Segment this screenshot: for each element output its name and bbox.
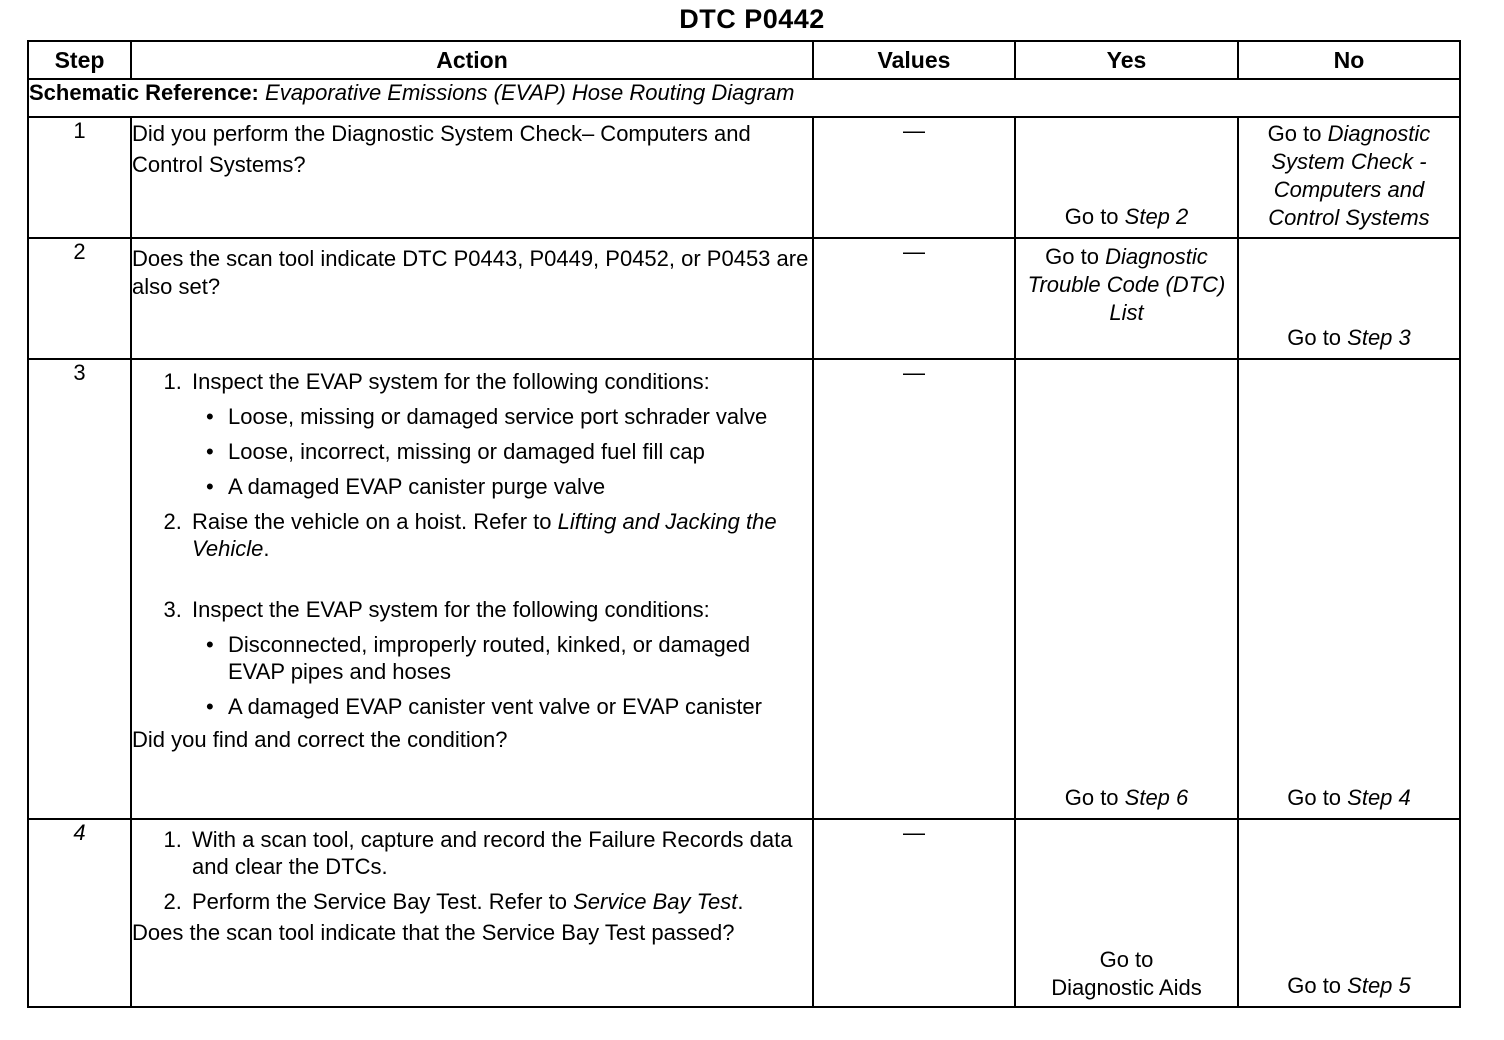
yes-cell [1015,359,1238,819]
question-text: Did you find and correct the condition? [132,727,508,752]
no-cell [1238,359,1460,819]
yes-cell [1015,117,1238,238]
values-cell: — [813,819,1015,1007]
action-text: Does the scan tool indicate DTC P0443, P0449, P0452, or P0453 are also set? [131,238,813,359]
action-cell [131,819,813,1007]
condition-list [192,631,812,720]
yes-link[interactable]: Step 2 [1124,204,1189,229]
schematic-reference [28,79,1460,117]
yes-cell [1015,819,1238,1007]
values-cell: — [813,117,1015,238]
lifting-link[interactable]: Lifting and Jacking the Vehicle [192,509,777,561]
no-prefix: Go to [1287,973,1348,998]
procedure-list [132,826,812,915]
yes-prefix: Go to [1064,785,1125,810]
list-item: 1. With a scan tool, capture and record the Failure Records data and clear the DTCs. [188,826,812,880]
no-link[interactable]: Diagnostic System Check - Computers and Control Systems [1268,121,1431,230]
step-number: 2 [28,238,131,359]
condition-list [192,403,812,500]
list-item: 2. Perform the Service Bay Test. Refer to Service Bay Test. [188,888,812,915]
service-bay-test-link[interactable]: Service Bay Test [573,889,738,914]
no-link[interactable]: Step 5 [1347,973,1411,998]
action-cell [131,359,813,819]
dtc-table [27,40,1461,1008]
no-prefix: Go to [1287,785,1348,810]
list-item: 1. Inspect the EVAP system for the following conditions: • Loose, missing or damaged service port schrader valve • Loose, incorrect, missing or damaged fuel fill cap • A damaged EVAP canister purge valve [188,368,812,500]
step-number: 3 [28,359,131,819]
yes-link[interactable]: Go to Diagnostic Aids [1051,947,1202,1000]
schematic-reference-row [28,79,1460,117]
header-action: Action [131,41,813,79]
no-cell [1238,117,1460,238]
step-number: 4 [28,819,131,1007]
yes-cell [1015,238,1238,359]
table-row-step-2 [28,238,1460,359]
list-item: • Loose, incorrect, missing or damaged fuel fill cap [216,438,812,465]
no-prefix: Go to [1267,121,1328,146]
no-cell [1238,819,1460,1007]
list-item: • A damaged EVAP canister vent valve or EVAP canister [216,693,812,720]
procedure-list [132,368,812,720]
list-item: 3. Inspect the EVAP system for the following conditions: • Disconnected, improperly routed, kinked, or damaged EVAP pipes and hoses • A damaged EVAP canister vent valve or EVAP canister [188,596,812,720]
no-cell [1238,238,1460,359]
yes-link[interactable]: Diagnostic Trouble Code (DTC) List [1027,244,1226,325]
schematic-reference-link[interactable]: Evaporative Emissions (EVAP) Hose Routing Diagram [265,80,795,105]
header-values: Values [813,41,1015,79]
page-title: DTC P0442 [679,4,825,34]
values-cell: — [813,359,1015,819]
table-row-step-3 [28,359,1460,819]
list-item: • Disconnected, improperly routed, kinked, or damaged EVAP pipes and hoses [216,631,812,685]
action-text: Did you perform the Diagnostic System Check– Computers and Control Systems? [131,117,813,238]
header-row [28,41,1460,79]
table-row-step-1 [28,117,1460,238]
yes-prefix: Go to [1064,204,1125,229]
no-prefix: Go to [1287,325,1348,350]
step-number: 1 [28,117,131,238]
yes-prefix: Go to [1045,244,1106,269]
list-item: • A damaged EVAP canister purge valve [216,473,812,500]
list-item: 2. Raise the vehicle on a hoist. Refer to Lifting and Jacking the Vehicle. [188,508,812,562]
values-cell: — [813,238,1015,359]
yes-link[interactable]: Step 6 [1124,785,1189,810]
question-text: Does the scan tool indicate that the Service Bay Test passed? [132,920,735,945]
list-item: • Loose, missing or damaged service port schrader valve [216,403,812,430]
header-step: Step [28,41,131,79]
table-row-step-4 [28,819,1460,1007]
header-no: No [1238,41,1460,79]
header-yes: Yes [1015,41,1238,79]
no-link[interactable]: Step 3 [1347,325,1411,350]
schematic-reference-label: Schematic Reference: [29,80,259,105]
no-link[interactable]: Step 4 [1347,785,1411,810]
